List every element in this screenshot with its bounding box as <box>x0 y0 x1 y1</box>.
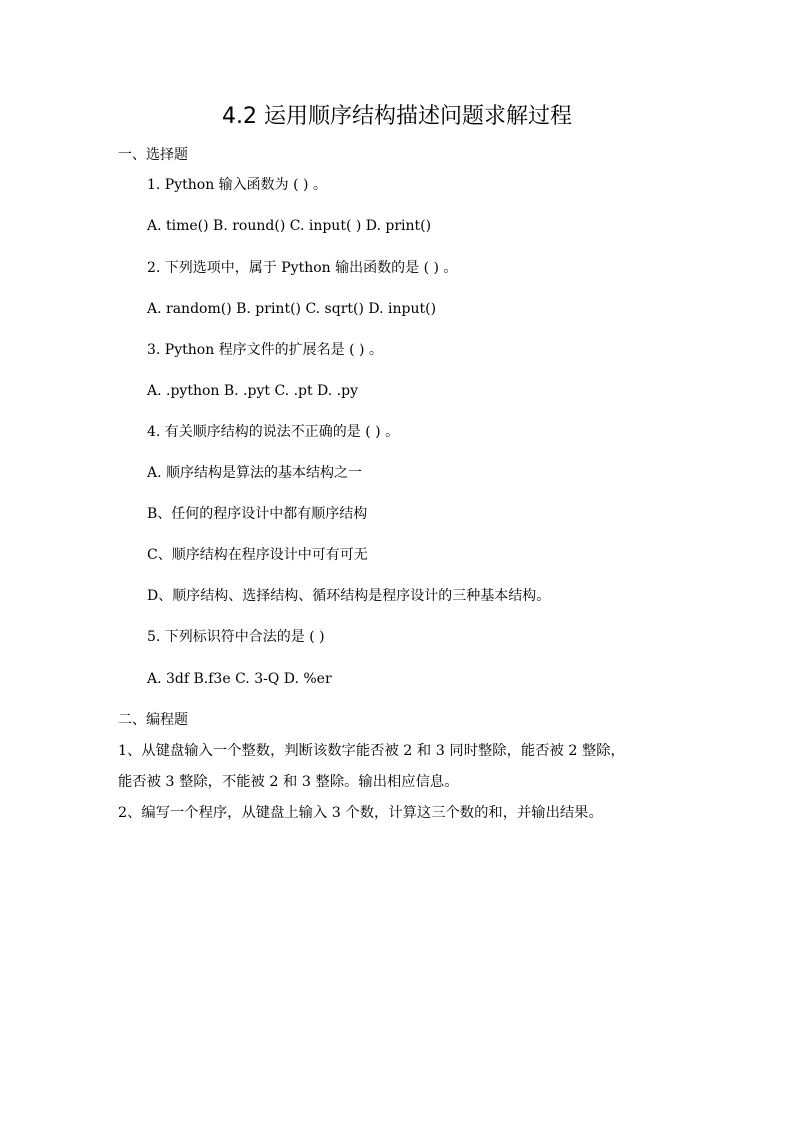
programming-question-1-continued: 能否被 3 整除，不能被 2 和 3 整除。输出相应信息。 <box>118 774 459 790</box>
question-1: 1. Python 输入函数为 ( ) 。 <box>147 177 327 193</box>
question-3-options: A. .python B. .pyt C. .pt D. .py <box>147 383 359 399</box>
question-4-option-c: C、顺序结构在程序设计中可有可无 <box>147 547 368 563</box>
question-4-option-a: A. 顺序结构是算法的基本结构之一 <box>147 465 363 481</box>
programming-question-1: 1、从键盘输入一个整数，判断该数字能否被 2 和 3 同时整除，能否被 2 整除， <box>118 743 625 759</box>
section-heading-programming: 二、编程题 <box>118 712 188 728</box>
question-4-option-b: B、任何的程序设计中都有顺序结构 <box>147 506 368 522</box>
section-heading-choice: 一、选择题 <box>118 147 188 163</box>
question-5-options: A. 3df B.f3e C. 3-Q D. %er <box>147 671 332 687</box>
page-title: 4.2 运用顺序结构描述问题求解过程 <box>222 104 572 129</box>
question-4: 4. 有关顺序结构的说法不正确的是 ( ) 。 <box>147 424 400 440</box>
question-2: 2. 下列选项中，属于 Python 输出函数的是 ( ) 。 <box>147 260 458 276</box>
question-2-options: A. random() B. print() C. sqrt() D. input() <box>147 301 437 317</box>
programming-question-2: 2、编写一个程序，从键盘上输入 3 个数，计算这三个数的和，并输出结果。 <box>118 805 603 821</box>
question-4-option-d: D、顺序结构、选择结构、循环结构是程序设计的三种基本结构。 <box>147 588 551 604</box>
question-1-options: A. time() B. round() C. input( ) D. print() <box>147 218 432 234</box>
question-5: 5. 下列标识符中合法的是 ( ) <box>147 629 325 645</box>
question-3: 3. Python 程序文件的扩展名是 ( ) 。 <box>147 342 383 358</box>
